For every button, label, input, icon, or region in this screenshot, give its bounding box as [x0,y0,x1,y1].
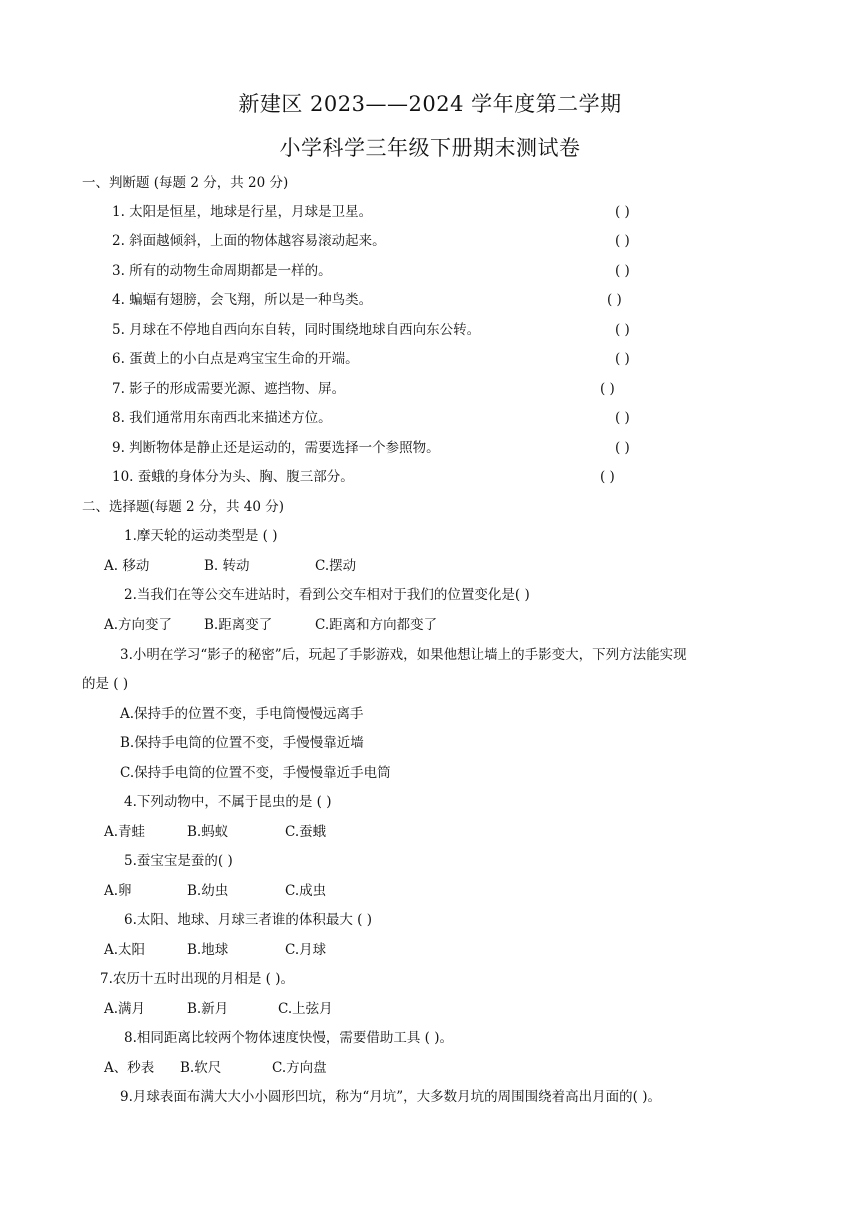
judge-answer-7: ( ) [600,381,615,397]
choice-q7-stem: 7.农历十五时出现的月相是 ( )。 [100,971,294,987]
judge-answer-6: ( ) [615,351,630,367]
choice-q3-option-a: A.保持手的位置不变，手电筒慢慢远离手 [120,706,364,722]
judge-answer-8: ( ) [615,410,630,426]
choice-q2-option-c: C.距离和方向都变了 [315,617,438,633]
choice-q3-stem: 3.小明在学习“影子的秘密”后，玩起了手影游戏，如果他想让墙上的手影变大，下列方法能实现 [120,647,687,663]
choice-q4-option-a: A.青蛙 [104,824,146,840]
choice-q8-option-a: A、秒表 [104,1060,155,1076]
section2-heading: 二、选择题(每题 2 分，共 40 分) [82,499,284,515]
choice-q7-option-a: A.满月 [104,1001,146,1017]
choice-q1-stem: 1.摩天轮的运动类型是 ( ) [124,528,278,544]
choice-q6-stem: 6.太阳、地球、月球三者谁的体积最大 ( ) [124,912,372,928]
choice-q1-option-c: C.摆动 [315,558,357,574]
exam-title-line1: 新建区 2023——2024 学年度第二学期 [238,92,622,116]
choice-q7-option-b: B.新月 [187,1001,229,1017]
section1-heading: 一、判断题 (每题 2 分，共 20 分) [82,175,289,191]
judge-item-10: 10. 蚕蛾的身体分为头、胸、腹三部分。 [112,469,354,485]
judge-item-7: 7. 影子的形成需要光源、遮挡物、屏。 [112,381,346,397]
choice-q2-option-b: B.距离变了 [204,617,273,633]
choice-q2-option-a: A.方向变了 [104,617,173,633]
choice-q3-option-c: C.保持手电筒的位置不变，手慢慢靠近手电筒 [120,765,391,781]
judge-answer-9: ( ) [615,440,630,456]
judge-answer-5: ( ) [615,322,630,338]
judge-item-2: 2. 斜面越倾斜，上面的物体越容易滚动起来。 [112,233,386,249]
choice-q2-stem: 2.当我们在等公交车进站时，看到公交车相对于我们的位置变化是( ) [124,587,530,603]
choice-q1-option-a: A. 移动 [104,558,150,574]
choice-q5-stem: 5.蚕宝宝是蚕的( ) [124,853,233,869]
judge-item-3: 3. 所有的动物生命周期都是一样的。 [112,263,332,279]
choice-q8-option-c: C.方向盘 [272,1060,327,1076]
choice-q3-stem-continued: 的是 ( ) [82,676,129,692]
judge-item-1: 1. 太阳是恒星，地球是行星，月球是卫星。 [112,204,373,220]
exam-title-line2: 小学科学三年级下册期末测试卷 [279,136,581,160]
judge-answer-4: ( ) [607,292,622,308]
judge-item-6: 6. 蛋黄上的小白点是鸡宝宝生命的开端。 [112,351,359,367]
judge-answer-1: ( ) [615,204,630,220]
choice-q4-stem: 4.下列动物中，不属于昆虫的是 ( ) [124,794,332,810]
choice-q4-option-b: B.蚂蚁 [187,824,229,840]
judge-answer-10: ( ) [600,469,615,485]
judge-answer-3: ( ) [615,263,630,279]
choice-q8-stem: 8.相同距离比较两个物体速度快慢，需要借助工具 ( )。 [124,1030,453,1046]
choice-q6-option-a: A.太阳 [104,942,146,958]
choice-q6-option-b: B.地球 [187,942,229,958]
choice-q5-option-a: A.卵 [104,883,132,899]
choice-q4-option-c: C.蚕蛾 [285,824,327,840]
judge-item-4: 4. 蝙蝠有翅膀，会飞翔，所以是一种鸟类。 [112,292,373,308]
choice-q7-option-c: C.上弦月 [278,1001,333,1017]
choice-q1-option-b: B. 转动 [204,558,250,574]
choice-q9-stem: 9.月球表面布满大大小小圆形凹坑，称为“月坑”，大多数月坑的周围围绕着高出月面的( )。 [120,1089,662,1105]
judge-item-5: 5. 月球在不停地自西向东自转，同时围绕地球自西向东公转。 [112,322,481,338]
choice-q5-option-c: C.成虫 [285,883,327,899]
choice-q5-option-b: B.幼虫 [187,883,229,899]
choice-q3-option-b: B.保持手电筒的位置不变，手慢慢靠近墙 [120,735,364,751]
judge-item-9: 9. 判断物体是静止还是运动的，需要选择一个参照物。 [112,440,440,456]
judge-item-8: 8. 我们通常用东南西北来描述方位。 [112,410,332,426]
choice-q6-option-c: C.月球 [285,942,327,958]
judge-answer-2: ( ) [615,233,630,249]
choice-q8-option-b: B.软尺 [180,1060,222,1076]
